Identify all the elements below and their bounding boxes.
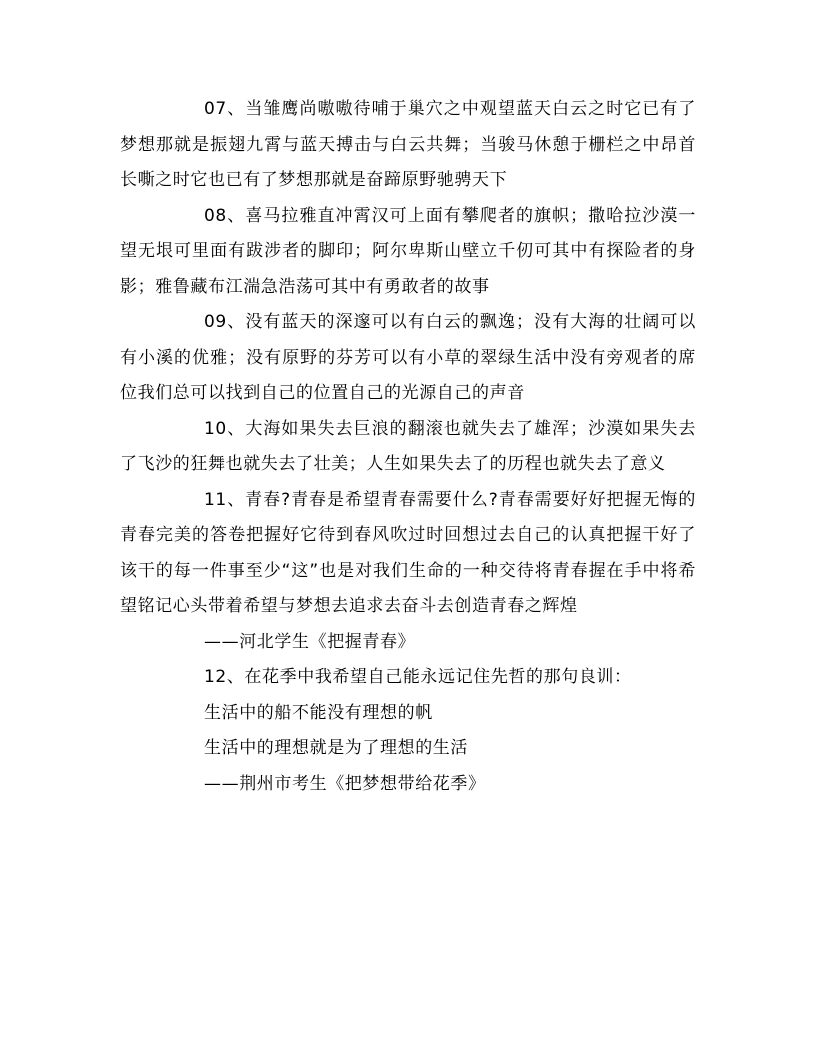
paragraph-07: 07、当雏鹰尚嗷嗷待哺于巢穴之中观望蓝天白云之时它已有了梦想那就是振翅九霄与蓝天搏击与白云共舞；当骏马休憩于栅栏之中昂首长嘶之时它也已有了梦想那就是奋蹄原野驰骋天下	[120, 99, 696, 190]
quote-line-2: 生活中的理想就是为了理想的生活	[204, 738, 468, 758]
paragraph-11: 11、青春?青春是希望青春需要什么?青春需要好好把握无悔的青春完美的答卷把握好它待到春风吹过时回想过去自己的认真把握干好了该干的每一件事至少“这”也是对我们生命的一种交待将青春握在手中将希望铭记心头带着希望与梦想去追求去奋斗去创造青春之辉煌	[120, 489, 696, 616]
attribution-hebei: ——河北学生《把握青春》	[204, 631, 416, 652]
document-body	[120, 92, 696, 802]
paragraph-09: 09、没有蓝天的深邃可以有白云的飘逸；没有大海的壮阔可以有小溪的优雅；没有原野的芬芳可以有小草的翠绿生活中没有旁观者的席位我们总可以找到自己的位置自己的光源自己的声音	[120, 312, 696, 403]
paragraph-12: 12、在花季中我希望自己能永远记住先哲的那句良训：	[204, 667, 632, 687]
paragraph-08: 08、喜马拉雅直冲霄汉可上面有攀爬者的旗帜；撒哈拉沙漠一望无垠可里面有跋涉者的脚印；阿尔卑斯山壁立千仞可其中有探险者的身影；雅鲁藏布江湍急浩荡可其中有勇敢者的故事	[120, 205, 696, 297]
attribution-jingzhou: ——荆州市考生《把梦想带给花季》	[204, 773, 486, 794]
quote-line-1: 生活中的船不能没有理想的帆	[204, 702, 433, 723]
paragraph-10: 10、大海如果失去巨浪的翻滚也就失去了雄浑；沙漠如果失去了飞沙的狂舞也就失去了壮美；人生如果失去了的历程也就失去了意义	[120, 418, 696, 474]
